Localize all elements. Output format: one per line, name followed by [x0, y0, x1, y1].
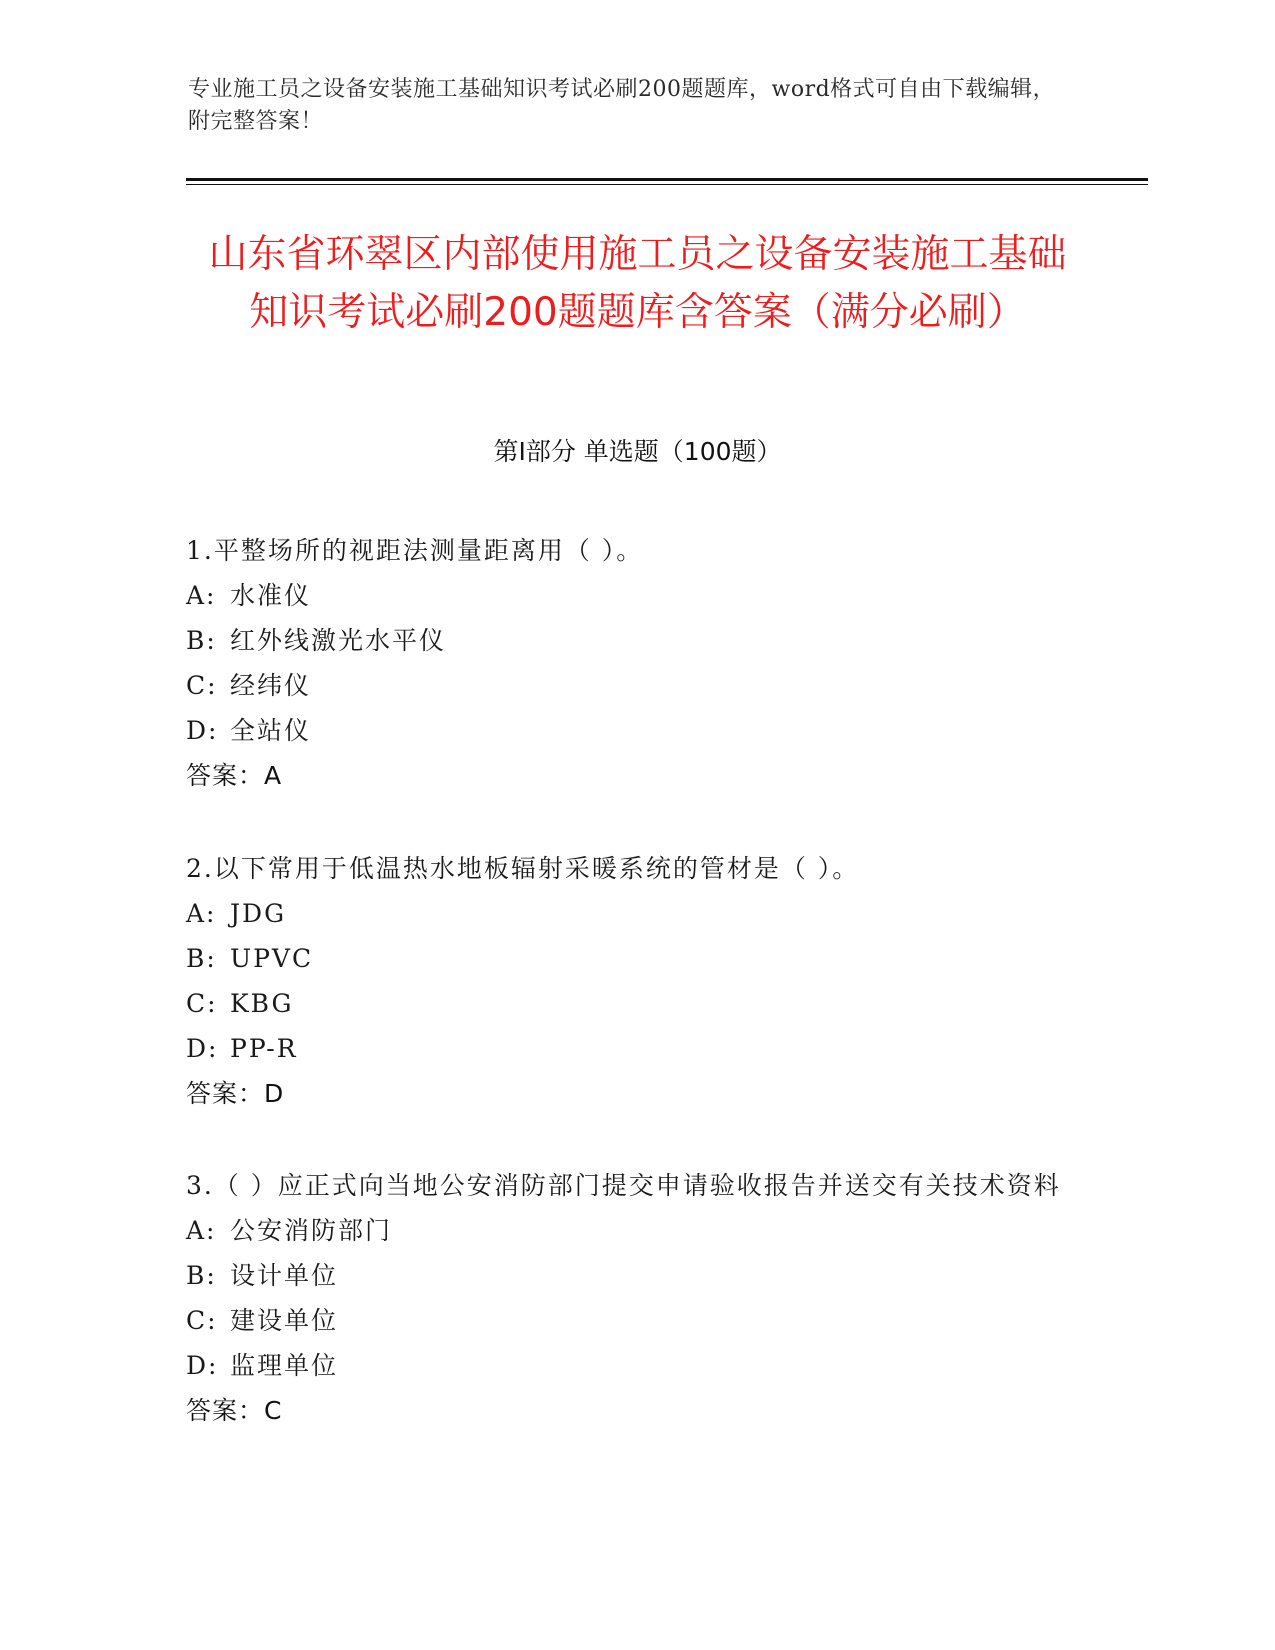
option-text: 监理单位	[230, 1351, 339, 1380]
answer-line: 答案：C	[186, 1396, 283, 1425]
section-heading: 第Ⅰ部分 单选题（100题）	[493, 437, 782, 466]
option-key: D:	[186, 1351, 219, 1380]
option-d	[186, 708, 1086, 753]
document-title: 山东省环翠区内部使用施工员之设备安装施工基础知识考试必刷200题题库含答案（满分必刷）	[208, 232, 1067, 335]
option-a	[186, 891, 1086, 936]
option-a	[186, 1208, 1086, 1253]
option-d	[186, 1343, 1086, 1388]
header-divider-thick	[186, 178, 1148, 181]
option-key: C:	[186, 1306, 218, 1335]
option-text: 全站仪	[230, 716, 312, 745]
option-d	[186, 1026, 1086, 1071]
option-key: A:	[186, 1216, 217, 1245]
option-c	[186, 981, 1086, 1026]
option-text: PP-R	[230, 1034, 298, 1063]
option-c	[186, 1298, 1086, 1343]
option-text: 公安消防部门	[230, 1216, 393, 1245]
option-text: 建设单位	[230, 1306, 339, 1335]
option-key: B:	[186, 626, 217, 655]
option-text: UPVC	[230, 944, 314, 973]
option-key: A:	[186, 581, 217, 610]
option-key: D:	[186, 716, 219, 745]
question-3	[186, 1163, 1086, 1433]
option-text: 红外线激光水平仪	[230, 626, 447, 655]
answer-line: 答案：A	[186, 761, 283, 790]
option-text: 经纬仪	[230, 671, 312, 700]
question-1	[186, 528, 1086, 798]
question-text: 2.以下常用于低温热水地板辐射采暖系统的管材是（ ）。	[186, 854, 860, 883]
header-divider-thin	[186, 184, 1148, 185]
option-key: B:	[186, 1261, 217, 1290]
option-key: D:	[186, 1034, 219, 1063]
option-text: KBG	[230, 989, 294, 1018]
header-note: 专业施工员之设备安装施工基础知识考试必刷200题题库，word格式可自由下载编辑，附完整答案！	[188, 77, 1056, 134]
question-text: 1.平整场所的视距法测量距离用（ ）。	[186, 536, 644, 565]
option-text: 水准仪	[230, 581, 312, 610]
option-key: C:	[186, 989, 218, 1018]
option-text: 设计单位	[230, 1261, 339, 1290]
option-key: C:	[186, 671, 218, 700]
question-text: 3.（ ）应正式向当地公安消防部门提交申请验收报告并送交有关技术资料	[186, 1171, 1061, 1200]
option-c	[186, 663, 1086, 708]
option-key: B:	[186, 944, 217, 973]
option-key: A:	[186, 899, 217, 928]
option-b	[186, 936, 1086, 981]
option-b	[186, 1253, 1086, 1298]
option-b	[186, 618, 1086, 663]
option-a	[186, 573, 1086, 618]
answer-line: 答案：D	[186, 1079, 285, 1108]
question-2	[186, 846, 1086, 1116]
option-text: JDG	[230, 899, 287, 928]
